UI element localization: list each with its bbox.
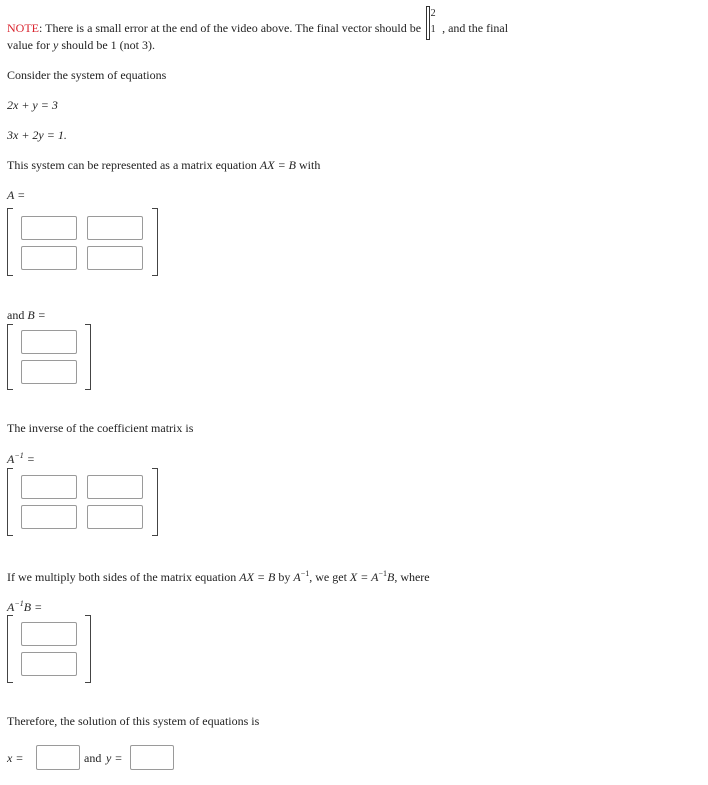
note-line2-text: value for: [7, 38, 50, 52]
label-a: A =: [7, 188, 26, 202]
multiply-by: by: [278, 570, 291, 584]
matrix-b-cell-2[interactable]: [21, 360, 77, 384]
ainvb-letter: A: [7, 600, 15, 614]
a-inv-letter: A: [7, 452, 15, 466]
multiply-result-b: B: [386, 570, 395, 584]
inverse-cell-12[interactable]: [87, 475, 143, 499]
note-label: NOTE: [7, 20, 39, 35]
label-b-prefix: and: [7, 308, 25, 322]
final-vector: [426, 6, 440, 40]
a-inv-eq: =: [23, 452, 35, 466]
matrix-eq-expr: AX = B: [259, 158, 297, 172]
multiply-result-a: X = A: [349, 570, 379, 584]
note-text: : There is a small error at the end of the video above. The final vector should be: [39, 20, 422, 35]
a-inv-sup: −1: [14, 451, 24, 460]
ainvb-sup: −1: [14, 599, 24, 608]
ainvb-b: B =: [23, 600, 43, 614]
inverse-cell-21[interactable]: [21, 505, 77, 529]
matrix-ainv-b: [7, 615, 91, 683]
matrix-a-cell-12[interactable]: [87, 216, 143, 240]
matrix-a-cell-11[interactable]: [21, 216, 77, 240]
matrix-a-cell-22[interactable]: [87, 246, 143, 270]
multiply-result-sup: −1: [378, 569, 387, 578]
multiply-ainv: A: [293, 570, 301, 584]
multiply-text: [7, 569, 430, 585]
matrix-eq-with: with: [299, 158, 321, 172]
note-text-end: , and the final: [442, 20, 509, 35]
label-x: x =: [7, 751, 24, 765]
multiply-where: , where: [394, 570, 430, 584]
inverse-cell-22[interactable]: [87, 505, 143, 529]
result-cell-2[interactable]: [21, 652, 77, 676]
matrix-a-cell-21[interactable]: [21, 246, 77, 270]
note-line2-end: should be 1 (not 3).: [61, 38, 155, 52]
matrix-b: [7, 324, 91, 390]
matrix-b-cell-1[interactable]: [21, 330, 77, 354]
label-y: y =: [106, 751, 123, 765]
and-text: and: [84, 751, 102, 765]
y-answer-input[interactable]: [130, 745, 174, 770]
intro-text: Consider the system of equations: [7, 68, 167, 82]
matrix-equation-text: [7, 158, 320, 173]
matrix-eq-text: This system can be represented as a matrix equation: [7, 158, 257, 172]
matrix-a-inverse: [7, 468, 158, 536]
equation-1: 2x + y = 3: [7, 98, 58, 112]
matrix-a: [7, 208, 158, 276]
equation-2: 3x + 2y = 1.: [7, 128, 67, 142]
note-line-2: [7, 38, 155, 53]
vector-entry-1: 2: [430, 8, 436, 19]
multiply-we-get: , we get: [309, 570, 347, 584]
vector-entry-2: 1: [430, 24, 436, 35]
inverse-cell-11[interactable]: [21, 475, 77, 499]
multiply-text-a: If we multiply both sides of the matrix equation: [7, 570, 237, 584]
note-variable: y: [52, 38, 59, 52]
label-b: B =: [27, 308, 46, 322]
label-ainv-b: [7, 599, 42, 615]
label-a-inverse: [7, 451, 35, 467]
multiply-expr: AX = B: [239, 570, 276, 584]
result-cell-1[interactable]: [21, 622, 77, 646]
x-answer-input[interactable]: [36, 745, 80, 770]
inverse-text: The inverse of the coefficient matrix is: [7, 421, 194, 435]
label-b-line: [7, 308, 46, 323]
therefore-text: Therefore, the solution of this system of equations is: [7, 714, 260, 728]
multiply-sup: −1: [300, 569, 310, 578]
